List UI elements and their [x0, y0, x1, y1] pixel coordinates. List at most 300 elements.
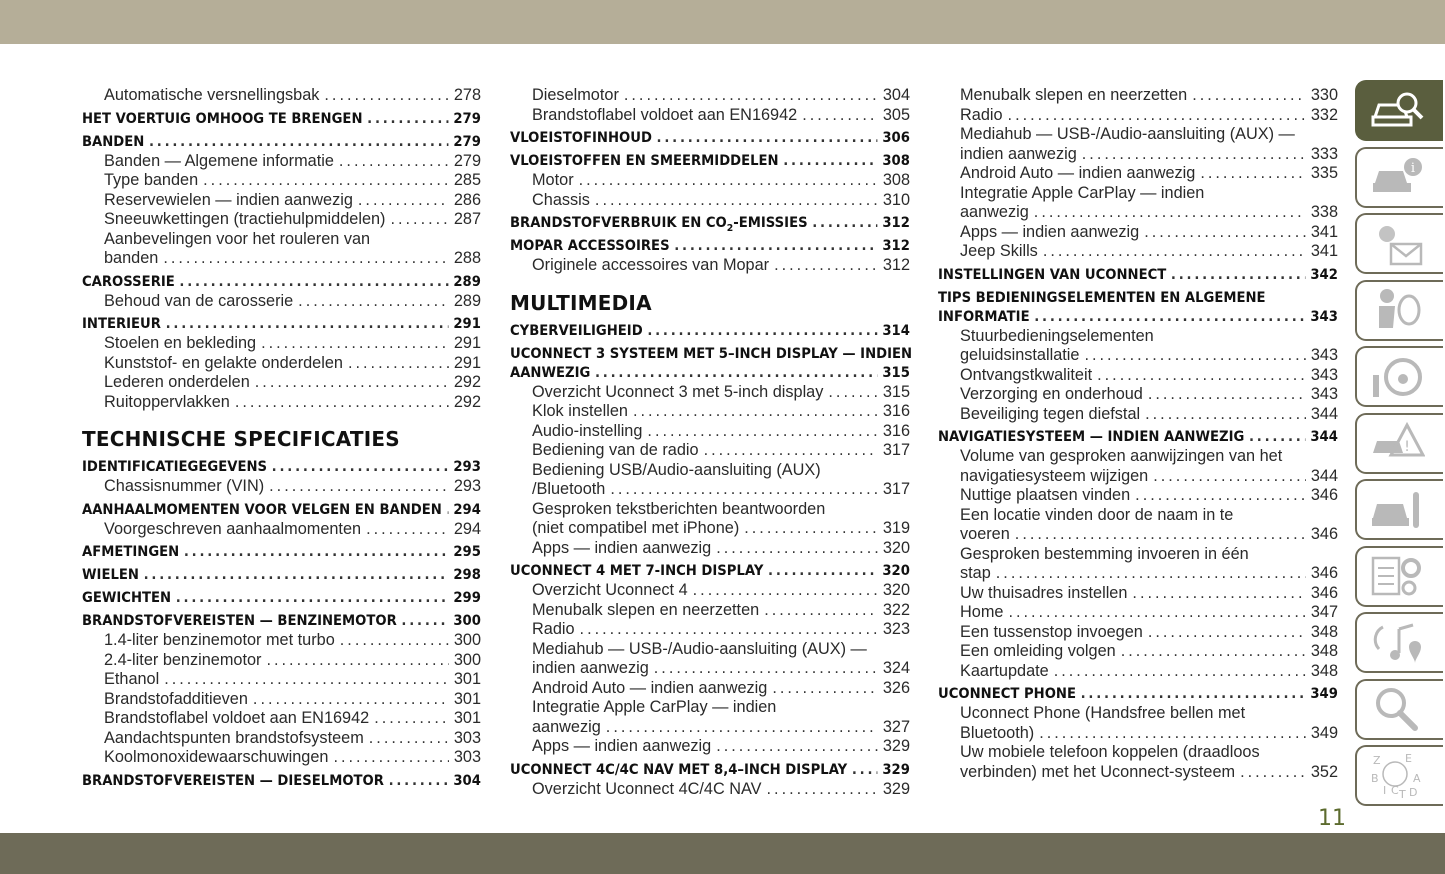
toc-subentry[interactable] — [510, 737, 910, 757]
toc-entry-title: Banden — Algemene informatie — [104, 151, 334, 170]
toc-entry-title: MOPAR ACCESSOIRES — [510, 238, 670, 254]
toc-column-3 — [938, 86, 1338, 782]
toc-heading-line: UCONNECT 3 SYSTEEM MET 5–INCH DISPLAY — INDIEN — [510, 345, 913, 362]
toc-heading[interactable] — [82, 612, 481, 631]
dot-leader — [358, 191, 449, 211]
toc-subentry[interactable] — [82, 354, 481, 374]
toc-subentry[interactable] — [82, 709, 481, 729]
toc-heading[interactable] — [938, 685, 1338, 704]
dot-leader — [1043, 242, 1306, 262]
toc-entry-title: UCONNECT 4C/4C NAV MET 8,4–INCH DISPLAY — [510, 761, 848, 778]
toc-entry-title: Kaartupdate — [960, 661, 1049, 680]
page-number: 11 — [1318, 806, 1346, 831]
toc-subentry[interactable] — [82, 729, 481, 749]
dot-leader — [1039, 724, 1306, 744]
toc-page-number: 301 — [453, 670, 481, 688]
tab-search[interactable] — [1355, 679, 1443, 740]
toc-subentry[interactable] — [510, 601, 910, 621]
toc-page-number: 317 — [882, 480, 910, 498]
toc-page-number: 348 — [1310, 661, 1338, 680]
tab-warning-lights[interactable] — [1355, 213, 1443, 274]
toc-page-number: 291 — [453, 316, 481, 332]
toc-page-number: 300 — [453, 650, 481, 669]
toc-subentry[interactable] — [510, 191, 910, 211]
tab-driving[interactable] — [1355, 346, 1443, 407]
toc-entry-title: banden — [104, 249, 159, 267]
toc-subentry[interactable] — [82, 152, 481, 172]
dot-leader — [1200, 164, 1305, 184]
toc-page-number: 301 — [453, 709, 481, 727]
toc-subentry[interactable] — [938, 385, 1338, 405]
tab-specifications[interactable] — [1355, 546, 1443, 607]
toc-entry-title: Overzicht Uconnect 4 — [532, 581, 688, 599]
toc-page-number: 344 — [1310, 429, 1338, 445]
dot-leader — [149, 133, 449, 152]
tab-multimedia[interactable] — [1355, 612, 1443, 673]
toc-page-number: 343 — [1310, 346, 1338, 364]
dot-leader — [1081, 685, 1306, 704]
toc-entry-title: VLOEISTOFFEN EN SMEERMIDDELEN — [510, 153, 779, 169]
toc-entry-title: Dieselmotor — [532, 86, 619, 104]
toc-page-number: 301 — [453, 689, 481, 708]
toc-subentry[interactable] — [82, 393, 481, 413]
toc-heading[interactable] — [938, 428, 1338, 447]
dot-leader — [339, 152, 449, 172]
toc-entry-title-part: -EMISSIES — [733, 215, 808, 231]
toc-heading[interactable] — [938, 266, 1338, 285]
toc-subentry[interactable] — [938, 724, 1338, 744]
dot-leader — [674, 237, 877, 256]
dot-leader — [654, 659, 878, 679]
car-wrench-icon — [1369, 486, 1425, 534]
toc-entry-title: stap — [960, 564, 991, 582]
toc-subentry[interactable] — [510, 539, 910, 559]
toc-page-number: 342 — [1310, 266, 1338, 283]
toc-subentry[interactable] — [82, 631, 481, 651]
dot-leader — [1240, 763, 1306, 783]
dot-leader — [647, 322, 877, 341]
toc-subentry[interactable] — [82, 292, 481, 312]
toc-page-number: 289 — [453, 291, 481, 310]
toc-entry-title: Ethanol — [104, 670, 160, 688]
dot-leader — [235, 393, 449, 413]
toc-subentry[interactable] — [938, 106, 1338, 126]
toc-subentry[interactable] — [510, 519, 910, 539]
index-letters-icon — [1369, 752, 1425, 800]
toc-subentry[interactable] — [938, 203, 1338, 223]
dot-leader — [1144, 223, 1306, 243]
index-letter: I — [1383, 783, 1387, 797]
dot-leader — [693, 581, 878, 601]
toc-page-number: 291 — [453, 353, 481, 372]
toc-entry-title: 2.4-liter benzinemotor — [104, 650, 262, 669]
dot-leader — [367, 110, 449, 129]
dot-leader — [144, 566, 449, 585]
toc-entry-title: Android Auto — indien aanwezig — [532, 678, 768, 697]
toc-subentry[interactable] — [82, 477, 481, 497]
dot-leader — [606, 718, 878, 738]
dot-leader — [253, 690, 449, 710]
toc-subentry[interactable] — [938, 525, 1338, 545]
toc-entry-title: Beveiliging tegen diefstal — [960, 404, 1141, 423]
toc-page-number: 295 — [453, 544, 481, 560]
dot-leader — [716, 539, 878, 559]
toc-subentry[interactable] — [938, 145, 1338, 165]
toc-entry-title: Bediening van de radio — [532, 441, 699, 459]
toc-entry-title: WIELEN — [82, 567, 139, 583]
dot-leader — [1132, 584, 1305, 604]
toc-entry-title: Originele accessoires van Mopar — [532, 256, 770, 274]
toc-entry-title: NAVIGATIESYSTEEM — INDIEN AANWEZIG — [938, 429, 1245, 445]
toc-page-number: 341 — [1310, 242, 1338, 260]
toc-page-number: 348 — [1310, 642, 1338, 660]
dot-leader — [783, 152, 877, 171]
toc-page-number: 320 — [882, 538, 910, 557]
toc-entry-title: Sneeuwkettingen (tractiehulpmiddelen) — [104, 210, 386, 228]
bottom-band — [0, 833, 1445, 874]
toc-subentry-line: Aanbevelingen voor het rouleren van — [104, 229, 371, 248]
toc-page-number: 338 — [1310, 203, 1338, 221]
toc-page-number: 294 — [453, 519, 481, 538]
toc-subentry[interactable] — [938, 584, 1338, 604]
toc-subentry[interactable] — [938, 346, 1338, 366]
toc-heading[interactable] — [510, 364, 910, 383]
toc-subentry[interactable] — [510, 256, 910, 276]
toc-subentry-line: Gesproken bestemming invoeren in één — [960, 544, 1249, 563]
toc-subentry[interactable] — [938, 564, 1338, 584]
toc-entry-title: CYBERVEILIGHEID — [510, 322, 643, 339]
car-search-icon — [1369, 87, 1425, 135]
toc-page-number: 332 — [1310, 105, 1338, 124]
toc-page-number: 291 — [453, 334, 481, 352]
toc-subentry[interactable] — [938, 467, 1338, 487]
toc-heading[interactable] — [510, 152, 910, 171]
toc-entry-title: BANDEN — [82, 133, 145, 150]
toc-entry-title: UCONNECT 4 MET 7-INCH DISPLAY — [510, 563, 764, 579]
toc-page-number: 326 — [882, 678, 910, 697]
chapter-tabs — [1355, 80, 1445, 812]
dot-leader — [389, 772, 449, 791]
toc-page-number: 346 — [1310, 525, 1338, 543]
toc-subentry[interactable] — [82, 249, 481, 269]
toc-entry-title: Chassis — [532, 190, 590, 209]
toc-heading[interactable] — [82, 543, 481, 562]
dot-leader — [340, 631, 449, 651]
dot-leader — [333, 748, 448, 768]
dot-leader — [390, 210, 448, 230]
toc-page-number: 308 — [882, 153, 910, 169]
toc-page-number: 343 — [1310, 385, 1338, 403]
toc-page-number: 304 — [453, 772, 481, 789]
toc-entry-title: Motor — [532, 171, 574, 189]
toc-entry-title: BRANDSTOFVEREISTEN — BENZINEMOTOR — [82, 613, 397, 629]
toc-subentry[interactable] — [938, 223, 1338, 243]
toc-page-number: 344 — [1310, 404, 1338, 423]
dot-leader — [1034, 203, 1306, 223]
dot-leader — [1121, 642, 1306, 662]
toc-entry-title-part: BRANDSTOFVERBRUIK EN CO — [510, 215, 727, 231]
toc-page-number: 304 — [882, 86, 910, 104]
dot-leader — [446, 501, 448, 520]
toc-subentry[interactable] — [938, 603, 1338, 623]
toc-page-number: 323 — [882, 620, 910, 638]
toc-subentry[interactable] — [510, 620, 910, 640]
toc-page-number: 303 — [453, 748, 481, 766]
toc-page-number: 294 — [453, 501, 481, 518]
toc-subentry[interactable] — [82, 86, 481, 106]
toc-entry-title: Chassisnummer (VIN) — [104, 477, 265, 495]
toc-subentry[interactable] — [82, 373, 481, 393]
dot-leader — [716, 737, 878, 757]
toc-entry-title: Een omleiding volgen — [960, 642, 1116, 660]
toc-page-number: 306 — [882, 130, 910, 146]
toc-entry-title: Ruitoppervlakken — [104, 392, 230, 411]
toc-subentry-line: Integratie Apple CarPlay — indien — [960, 183, 1205, 202]
toc-subentry[interactable] — [510, 780, 910, 800]
toc-entry-title: Ontvangstkwaliteit — [960, 365, 1093, 384]
toc-page-number: 349 — [1310, 723, 1338, 742]
toc-heading[interactable] — [82, 501, 481, 520]
index-letter: C — [1391, 783, 1399, 797]
toc-entry-title: Verzorging en onderhoud — [960, 385, 1143, 403]
toc-subentry[interactable] — [510, 679, 910, 699]
toc-page-number: 299 — [453, 590, 481, 606]
toc-entry-title: Audio-instelling — [532, 421, 643, 440]
toc-entry-title: Voorgeschreven aanhaalmomenten — [104, 519, 362, 538]
tab-car-info[interactable] — [1355, 147, 1443, 208]
toc-page-number: 300 — [453, 631, 481, 649]
toc-page-number: 346 — [1310, 564, 1338, 582]
dot-leader — [1008, 603, 1305, 623]
toc-heading[interactable] — [510, 562, 910, 581]
toc-subentry[interactable] — [938, 164, 1338, 184]
toc-entry-title: aanwezig — [960, 203, 1029, 221]
dot-leader — [595, 364, 878, 383]
toc-page-number: 315 — [882, 364, 910, 381]
dot-leader — [1153, 467, 1306, 487]
toc-page-number: 346 — [1310, 583, 1338, 602]
toc-subentry[interactable] — [510, 480, 910, 500]
toc-heading[interactable] — [510, 214, 910, 233]
toc-entry-title: verbinden) met het Uconnect-systeem — [960, 762, 1236, 781]
toc-subentry[interactable] — [510, 659, 910, 679]
toc-page-number: 278 — [453, 86, 481, 104]
dot-leader — [348, 354, 449, 374]
toc-heading[interactable] — [510, 761, 910, 780]
toc-subentry[interactable] — [938, 366, 1338, 386]
toc-page-number: 324 — [882, 659, 910, 677]
toc-page-number: 312 — [882, 256, 910, 274]
toc-page-number: 316 — [882, 402, 910, 420]
dot-leader — [767, 780, 878, 800]
dot-leader — [179, 273, 448, 292]
toc-page-number: 317 — [882, 441, 910, 459]
toc-subentry[interactable] — [82, 210, 481, 230]
toc-heading[interactable] — [510, 322, 910, 341]
toc-entry-title: Apps — indien aanwezig — [532, 737, 712, 755]
toc-subentry[interactable] — [510, 581, 910, 601]
toc-subentry[interactable] — [938, 662, 1338, 682]
toc-heading[interactable] — [82, 315, 481, 334]
toc-subentry[interactable] — [82, 670, 481, 690]
toc-page-number: 312 — [882, 215, 910, 231]
toc-page-number: 298 — [453, 567, 481, 583]
toc-page-number: 289 — [453, 273, 481, 290]
toc-heading[interactable] — [510, 237, 910, 256]
specs-gears-icon — [1369, 552, 1425, 600]
toc-page-number: 352 — [1310, 762, 1338, 781]
dot-leader — [764, 601, 878, 621]
toc-subentry[interactable] — [938, 486, 1338, 506]
toc-subentry[interactable] — [82, 334, 481, 354]
toc-entry-title: indien aanwezig — [960, 144, 1077, 163]
toc-page-number: 329 — [882, 779, 910, 798]
toc-subentry-line: Mediahub — USB-/Audio-aansluiting (AUX) — — [960, 125, 1295, 143]
toc-page-number: 348 — [1310, 622, 1338, 641]
toc-page-number: 343 — [1310, 365, 1338, 384]
dot-leader — [266, 651, 448, 671]
toc-page-number: 315 — [882, 382, 910, 401]
toc-heading[interactable] — [938, 308, 1338, 327]
toc-subentry[interactable] — [510, 383, 910, 403]
toc-entry-title: BRANDSTOFVEREISTEN — DIESELMOTOR — [82, 772, 384, 789]
toc-heading[interactable] — [82, 772, 481, 791]
toc-entry-title: Apps — indien aanwezig — [532, 538, 712, 557]
toc-entry-title: Overzicht Uconnect 4C/4C NAV — [532, 779, 762, 798]
dot-leader — [1249, 428, 1306, 447]
dot-leader — [595, 191, 878, 211]
toc-page-number: 293 — [453, 477, 481, 495]
toc-heading[interactable] — [510, 129, 910, 148]
toc-page-number: 320 — [882, 563, 910, 579]
dot-leader — [828, 383, 877, 403]
top-band — [0, 0, 1445, 44]
toc-subentry-line: Integratie Apple CarPlay — indien — [532, 698, 777, 716]
toc-subentry[interactable] — [938, 86, 1338, 106]
dot-leader — [1148, 385, 1306, 405]
dot-leader — [802, 106, 878, 126]
toc-entry-title: Behoud van de carosserie — [104, 291, 294, 310]
toc-heading[interactable] — [82, 273, 481, 292]
toc-subentry-line: Uconnect Phone (Handsfree bellen met — [960, 704, 1246, 722]
dot-leader — [580, 620, 878, 640]
dot-leader — [203, 171, 449, 191]
toc-subentry[interactable] — [82, 171, 481, 191]
toc-subentry[interactable] — [510, 86, 910, 106]
toc-page-number: 349 — [1310, 686, 1338, 702]
toc-subentry[interactable] — [938, 623, 1338, 643]
toc-subentry-line: Uw mobiele telefoon koppelen (draadloos — [960, 743, 1260, 761]
magnifier-icon — [1369, 685, 1425, 733]
svg-text:!: ! — [1404, 439, 1410, 455]
toc-page-number: 285 — [453, 171, 481, 189]
toc-subentry[interactable] — [510, 441, 910, 461]
toc-entry-title: VLOEISTOFINHOUD — [510, 130, 652, 146]
toc-heading[interactable] — [82, 110, 481, 129]
warning-light-message-icon — [1369, 220, 1425, 268]
toc-subentry-line: Een locatie vinden door de naam in te — [960, 505, 1234, 524]
toc-page-number: 346 — [1310, 486, 1338, 504]
tab-safety[interactable] — [1355, 280, 1443, 341]
dot-leader — [401, 612, 448, 631]
toc-subentry[interactable] — [938, 642, 1338, 662]
tab-index[interactable] — [1355, 745, 1443, 806]
toc-entry-title: Reservewielen — indien aanwezig — [104, 190, 353, 209]
index-letter: A — [1413, 771, 1421, 785]
dot-leader — [184, 543, 449, 562]
toc-subentry-line: Gesproken tekstberichten beantwoorden — [532, 499, 826, 518]
toc-subentry[interactable] — [510, 171, 910, 191]
index-letter: Z — [1373, 753, 1381, 767]
toc-entry-title: /Bluetooth — [532, 480, 606, 498]
toc-subentry[interactable] — [938, 763, 1338, 783]
tab-multimedia-car[interactable] — [1355, 80, 1443, 141]
dot-leader — [1135, 486, 1306, 506]
toc-subentry[interactable] — [510, 106, 910, 126]
dot-leader — [261, 334, 449, 354]
toc-entry-title: Radio — [960, 105, 1003, 124]
dot-leader — [852, 761, 878, 780]
toc-subentry[interactable] — [510, 718, 910, 738]
tab-service[interactable] — [1355, 479, 1443, 540]
toc-heading[interactable] — [82, 589, 481, 608]
toc-entry-title: navigatiesysteem wijzigen — [960, 466, 1149, 485]
toc-heading[interactable] — [82, 133, 481, 152]
toc-subentry[interactable] — [938, 405, 1338, 425]
toc-subentry[interactable] — [82, 520, 481, 540]
toc-page-number: 322 — [882, 600, 910, 619]
dot-leader — [657, 129, 878, 148]
toc-subentry[interactable] — [82, 651, 481, 671]
toc-entry-title: Brandstoflabel voldoet aan EN16942 — [532, 105, 798, 124]
toc-subentry-line: Stuurbedieningselementen — [960, 326, 1154, 345]
index-letter: T — [1399, 787, 1406, 800]
dot-leader — [1097, 366, 1306, 386]
multimedia-icon — [1369, 619, 1425, 667]
tab-emergency[interactable] — [1355, 413, 1443, 474]
car-info-icon — [1369, 153, 1425, 201]
dot-leader — [166, 315, 449, 334]
dot-leader — [1054, 662, 1306, 682]
toc-page-number: 320 — [882, 581, 910, 599]
toc-page-number: 279 — [453, 110, 481, 127]
toc-page-number: 312 — [882, 238, 910, 254]
toc-page-number: 314 — [882, 322, 910, 339]
toc-subentry[interactable] — [938, 242, 1338, 262]
dot-leader — [1034, 308, 1305, 327]
toc-subentry[interactable] — [82, 191, 481, 211]
toc-entry-title: geluidsinstallatie — [960, 346, 1080, 364]
toc-page-number: 287 — [453, 210, 481, 228]
toc-entry-title: Koolmonoxidewaarschuwingen — [104, 748, 329, 766]
dot-leader — [298, 292, 449, 312]
toc-subentry[interactable] — [82, 748, 481, 768]
dot-leader — [1082, 145, 1306, 165]
toc-subentry-line: Mediahub — USB-/Audio-aansluiting (AUX) — — [532, 639, 867, 658]
toc-entry-title: Klok instellen — [532, 402, 628, 420]
toc-subentry[interactable] — [82, 690, 481, 710]
toc-heading[interactable] — [82, 566, 481, 585]
toc-subentry[interactable] — [510, 402, 910, 422]
toc-heading[interactable] — [82, 458, 481, 477]
dot-leader — [772, 679, 877, 699]
toc-column-1 — [82, 86, 481, 791]
toc-entry-title: Kunststof- en gelakte onderdelen — [104, 353, 343, 372]
dot-leader — [1015, 525, 1306, 545]
toc-subentry-line: Bediening USB/Audio-aansluiting (AUX) — [532, 460, 821, 479]
toc-subentry[interactable] — [510, 422, 910, 442]
dot-leader — [1008, 106, 1306, 126]
